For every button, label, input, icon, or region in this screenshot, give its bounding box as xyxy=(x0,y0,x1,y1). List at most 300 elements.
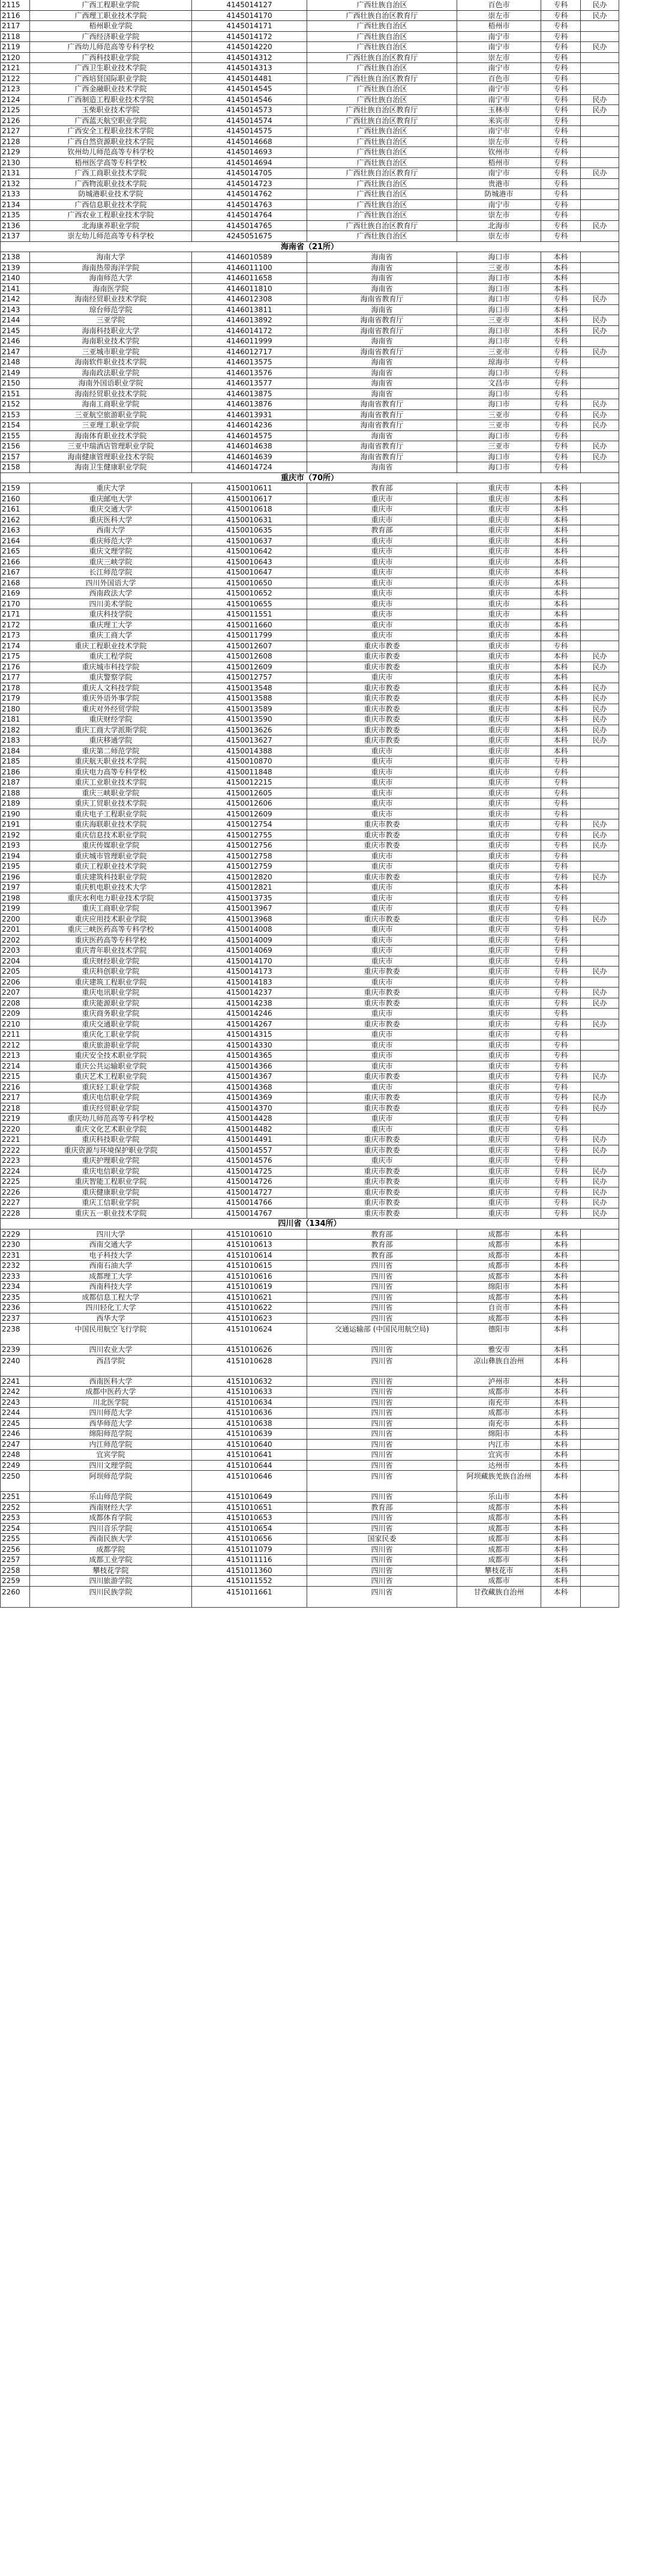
cell-row-number: 2188 xyxy=(0,788,30,799)
cell-level: 本科 xyxy=(541,1429,581,1440)
cell-level: 本科 xyxy=(541,1240,581,1250)
cell-authority: 重庆市 xyxy=(307,546,457,557)
cell-row-number: 2174 xyxy=(0,641,30,652)
cell-remark xyxy=(581,336,619,347)
cell-location: 文昌市 xyxy=(457,378,541,389)
cell-row-number: 2140 xyxy=(0,273,30,284)
cell-row-number: 2234 xyxy=(0,1282,30,1293)
cell-school-name: 重庆建筑科技职业学院 xyxy=(30,872,192,883)
cell-school-name: 海南师范大学 xyxy=(30,273,192,284)
cell-authority: 重庆市 xyxy=(307,788,457,799)
cell-school-code: 4150012758 xyxy=(192,851,307,862)
cell-level: 专科 xyxy=(541,988,581,998)
cell-school-code: 4150012820 xyxy=(192,872,307,883)
cell-row-number: 2123 xyxy=(0,84,30,95)
cell-school-code: 4151010639 xyxy=(192,1429,307,1440)
cell-level: 本科 xyxy=(541,326,581,337)
cell-school-name: 海南科技职业大学 xyxy=(30,326,192,337)
cell-school-code: 4151011360 xyxy=(192,1566,307,1576)
cell-location: 绵阳市 xyxy=(457,1429,541,1440)
cell-remark: 民办 xyxy=(581,1208,619,1219)
cell-school-name: 广西物流职业技术学院 xyxy=(30,179,192,190)
cell-row-number: 2248 xyxy=(0,1450,30,1461)
cell-authority: 重庆市 xyxy=(307,494,457,505)
cell-school-code: 4150014170 xyxy=(192,956,307,967)
cell-authority: 重庆市 xyxy=(307,1040,457,1051)
cell-authority: 海南省教育厅 xyxy=(307,410,457,421)
cell-school-name: 梧州医学高等专科学校 xyxy=(30,158,192,169)
cell-authority: 四川省 xyxy=(307,1293,457,1303)
cell-remark xyxy=(581,1503,619,1513)
cell-school-code: 4150014369 xyxy=(192,1093,307,1103)
cell-location: 重庆市 xyxy=(457,1051,541,1061)
cell-level: 本科 xyxy=(541,305,581,316)
cell-remark xyxy=(581,1261,619,1271)
cell-school-name: 四川农业大学 xyxy=(30,1345,192,1356)
cell-school-code: 4145014546 xyxy=(192,95,307,106)
cell-location: 海口市 xyxy=(457,273,541,284)
cell-school-code: 4150012606 xyxy=(192,798,307,809)
cell-level: 专科 xyxy=(541,767,581,778)
cell-school-code: 4150012605 xyxy=(192,788,307,799)
cell-school-code: 4151010633 xyxy=(192,1387,307,1398)
cell-authority: 广西壮族自治区 xyxy=(307,179,457,190)
cell-school-name: 重庆护理职业学院 xyxy=(30,1156,192,1166)
cell-level: 本科 xyxy=(541,735,581,746)
cell-row-number: 2254 xyxy=(0,1524,30,1534)
cell-school-code: 4150011848 xyxy=(192,767,307,778)
cell-location: 南宁市 xyxy=(457,63,541,74)
cell-authority: 四川省 xyxy=(307,1398,457,1408)
cell-location: 成都市 xyxy=(457,1387,541,1398)
cell-level: 专科 xyxy=(541,641,581,652)
cell-school-name: 西南民族大学 xyxy=(30,1534,192,1545)
cell-school-name: 三亚学院 xyxy=(30,315,192,326)
cell-remark xyxy=(581,21,619,32)
cell-location: 重庆市 xyxy=(457,483,541,494)
cell-school-name: 海南健康管理职业技术学院 xyxy=(30,452,192,463)
cell-level: 本科 xyxy=(541,1419,581,1429)
cell-location: 重庆市 xyxy=(457,998,541,1009)
cell-row-number: 2243 xyxy=(0,1398,30,1408)
cell-school-name: 钦州幼儿师范高等专科学校 xyxy=(30,147,192,158)
cell-school-name: 重庆科创职业学院 xyxy=(30,967,192,977)
cell-remark: 民办 xyxy=(581,714,619,725)
cell-remark xyxy=(581,116,619,127)
cell-row-number: 2209 xyxy=(0,1009,30,1019)
cell-location: 重庆市 xyxy=(457,882,541,893)
cell-location: 南宁市 xyxy=(457,126,541,137)
cell-school-code: 4150010643 xyxy=(192,557,307,568)
cell-remark: 民办 xyxy=(581,693,619,704)
cell-school-code: 4150014370 xyxy=(192,1103,307,1114)
cell-school-name: 梧州职业学院 xyxy=(30,21,192,32)
cell-level: 专科 xyxy=(541,1145,581,1156)
cell-school-name: 重庆航天职业技术学院 xyxy=(30,756,192,767)
cell-remark: 民办 xyxy=(581,662,619,673)
cell-location: 重庆市 xyxy=(457,1198,541,1208)
cell-school-code: 4146013875 xyxy=(192,389,307,400)
cell-school-code: 4146011810 xyxy=(192,284,307,295)
cell-school-code: 4150012755 xyxy=(192,830,307,841)
cell-school-code: 4146013576 xyxy=(192,368,307,379)
cell-row-number: 2189 xyxy=(0,798,30,809)
cell-authority: 重庆市教委 xyxy=(307,830,457,841)
cell-row-number: 2256 xyxy=(0,1545,30,1555)
cell-authority: 重庆市教委 xyxy=(307,819,457,830)
cell-remark xyxy=(581,189,619,200)
cell-level: 专科 xyxy=(541,441,581,452)
cell-row-number: 2202 xyxy=(0,935,30,946)
cell-authority: 重庆市 xyxy=(307,946,457,956)
cell-row-number: 2139 xyxy=(0,263,30,274)
cell-remark xyxy=(581,861,619,872)
cell-school-code: 4150011799 xyxy=(192,630,307,641)
cell-school-name: 崇左幼儿师范高等专科学校 xyxy=(30,231,192,242)
cell-authority: 重庆市教委 xyxy=(307,683,457,694)
cell-location: 海口市 xyxy=(457,305,541,316)
cell-remark xyxy=(581,1124,619,1135)
cell-school-name: 重庆轻工职业学院 xyxy=(30,1082,192,1093)
cell-level: 本科 xyxy=(541,1282,581,1293)
cell-level: 专科 xyxy=(541,53,581,64)
cell-school-name: 重庆信息技术职业学院 xyxy=(30,830,192,841)
cell-school-code: 4145014693 xyxy=(192,147,307,158)
cell-location: 三亚市 xyxy=(457,315,541,326)
cell-school-name: 广西金融职业技术学院 xyxy=(30,84,192,95)
cell-school-code: 4146013577 xyxy=(192,378,307,389)
cell-location: 重庆市 xyxy=(457,494,541,505)
cell-row-number: 2152 xyxy=(0,399,30,410)
cell-level: 专科 xyxy=(541,914,581,925)
cell-remark xyxy=(581,1555,619,1566)
cell-row-number: 2116 xyxy=(0,11,30,22)
cell-school-code: 4150014725 xyxy=(192,1166,307,1177)
cell-row-number: 2225 xyxy=(0,1177,30,1187)
cell-row-number: 2240 xyxy=(0,1356,30,1377)
cell-remark xyxy=(581,1314,619,1324)
cell-remark xyxy=(581,977,619,988)
cell-location: 南宁市 xyxy=(457,200,541,211)
cell-remark xyxy=(581,1471,619,1492)
cell-authority: 四川省 xyxy=(307,1419,457,1429)
cell-level: 本科 xyxy=(541,1440,581,1450)
cell-row-number: 2186 xyxy=(0,767,30,778)
cell-remark: 民办 xyxy=(581,872,619,883)
cell-authority: 重庆市教委 xyxy=(307,714,457,725)
cell-school-name: 重庆能源职业学院 xyxy=(30,998,192,1009)
cell-location: 重庆市 xyxy=(457,756,541,767)
cell-school-code: 4151010640 xyxy=(192,1440,307,1450)
cell-authority: 重庆市 xyxy=(307,1030,457,1040)
cell-remark: 民办 xyxy=(581,967,619,977)
cell-row-number: 2146 xyxy=(0,336,30,347)
cell-level: 专科 xyxy=(541,903,581,914)
cell-school-code: 4146013876 xyxy=(192,399,307,410)
cell-authority: 重庆市 xyxy=(307,1156,457,1166)
cell-school-name: 三亚城市职业学院 xyxy=(30,347,192,358)
cell-remark xyxy=(581,263,619,274)
cell-school-name: 三亚航空旅游职业学院 xyxy=(30,410,192,421)
cell-row-number: 2201 xyxy=(0,925,30,935)
cell-level: 专科 xyxy=(541,420,581,431)
cell-authority: 重庆市教委 xyxy=(307,1135,457,1145)
cell-school-name: 重庆对外经贸学院 xyxy=(30,704,192,715)
cell-row-number: 2237 xyxy=(0,1314,30,1324)
cell-school-code: 4150010617 xyxy=(192,494,307,505)
cell-row-number: 2238 xyxy=(0,1324,30,1345)
cell-school-name: 三亚理工职业学院 xyxy=(30,420,192,431)
cell-level: 本科 xyxy=(541,1293,581,1303)
cell-authority: 海南省 xyxy=(307,273,457,284)
cell-level: 本科 xyxy=(541,1471,581,1492)
cell-authority: 广西壮族自治区 xyxy=(307,42,457,53)
cell-remark: 民办 xyxy=(581,1093,619,1103)
cell-school-code: 4150013627 xyxy=(192,735,307,746)
cell-school-name: 成都体育学院 xyxy=(30,1513,192,1524)
cell-location: 重庆市 xyxy=(457,840,541,851)
cell-school-code: 4150013967 xyxy=(192,903,307,914)
cell-row-number: 2142 xyxy=(0,294,30,305)
cell-school-name: 海南卫生健康职业学院 xyxy=(30,462,192,473)
cell-school-name: 广西信息职业技术学院 xyxy=(30,200,192,211)
cell-row-number: 2221 xyxy=(0,1135,30,1145)
cell-authority: 广西壮族自治区 xyxy=(307,126,457,137)
cell-location: 重庆市 xyxy=(457,1103,541,1114)
cell-remark xyxy=(581,231,619,242)
cell-level: 本科 xyxy=(541,536,581,547)
cell-location: 南宁市 xyxy=(457,84,541,95)
cell-level: 专科 xyxy=(541,462,581,473)
cell-school-code: 4151010613 xyxy=(192,1240,307,1250)
cell-row-number: 2170 xyxy=(0,599,30,610)
cell-location: 重庆市 xyxy=(457,1166,541,1177)
cell-location: 重庆市 xyxy=(457,1082,541,1093)
cell-authority: 广西壮族自治区 xyxy=(307,158,457,169)
cell-school-code: 4151010622 xyxy=(192,1303,307,1314)
cell-authority: 重庆市 xyxy=(307,767,457,778)
cell-row-number: 2223 xyxy=(0,1156,30,1166)
cell-remark xyxy=(581,630,619,641)
cell-level: 专科 xyxy=(541,788,581,799)
cell-location: 琼海市 xyxy=(457,357,541,368)
cell-authority: 重庆市 xyxy=(307,903,457,914)
cell-location: 梧州市 xyxy=(457,158,541,169)
cell-location: 重庆市 xyxy=(457,536,541,547)
cell-school-name: 四川外国语大学 xyxy=(30,578,192,589)
cell-school-name: 重庆工程职业技术学院 xyxy=(30,861,192,872)
cell-authority: 重庆市教委 xyxy=(307,914,457,925)
cell-authority: 重庆市 xyxy=(307,567,457,578)
cell-school-name: 重庆经贸职业学院 xyxy=(30,1103,192,1114)
cell-school-name: 西南交通大学 xyxy=(30,1240,192,1250)
cell-school-code: 4151010626 xyxy=(192,1345,307,1356)
cell-school-code: 4145014574 xyxy=(192,116,307,127)
cell-school-code: 4150011551 xyxy=(192,609,307,620)
cell-location: 三亚市 xyxy=(457,410,541,421)
cell-level: 专科 xyxy=(541,1208,581,1219)
cell-school-code: 4150014557 xyxy=(192,1145,307,1156)
cell-school-name: 电子科技大学 xyxy=(30,1250,192,1261)
cell-school-name: 重庆旅游职业学院 xyxy=(30,1040,192,1051)
cell-location: 北海市 xyxy=(457,221,541,232)
cell-row-number: 2212 xyxy=(0,1040,30,1051)
cell-school-name: 重庆财经学院 xyxy=(30,714,192,725)
cell-remark xyxy=(581,525,619,536)
cell-row-number: 2180 xyxy=(0,704,30,715)
cell-location: 重庆市 xyxy=(457,1156,541,1166)
cell-school-code: 4146010589 xyxy=(192,252,307,263)
cell-school-name: 三亚中瑞酒店管理职业学院 xyxy=(30,441,192,452)
cell-school-code: 4151011552 xyxy=(192,1576,307,1587)
cell-level: 专科 xyxy=(541,42,581,53)
cell-authority: 教育部 xyxy=(307,483,457,494)
cell-row-number: 2179 xyxy=(0,693,30,704)
cell-remark xyxy=(581,546,619,557)
cell-remark xyxy=(581,305,619,316)
cell-authority: 重庆市 xyxy=(307,798,457,809)
cell-remark xyxy=(581,32,619,43)
cell-level: 专科 xyxy=(541,179,581,190)
cell-location: 崇左市 xyxy=(457,231,541,242)
cell-school-code: 4146014575 xyxy=(192,431,307,442)
cell-location: 攀枝花市 xyxy=(457,1566,541,1576)
cell-location: 海口市 xyxy=(457,326,541,337)
cell-authority: 重庆市教委 xyxy=(307,1072,457,1082)
cell-row-number: 2155 xyxy=(0,431,30,442)
cell-authority: 重庆市 xyxy=(307,977,457,988)
cell-school-code: 4150012608 xyxy=(192,651,307,662)
cell-location: 海口市 xyxy=(457,452,541,463)
cell-school-code: 4151010653 xyxy=(192,1513,307,1524)
cell-row-number: 2259 xyxy=(0,1576,30,1587)
cell-school-code: 4150010635 xyxy=(192,525,307,536)
cell-location: 三亚市 xyxy=(457,441,541,452)
cell-row-number: 2253 xyxy=(0,1513,30,1524)
cell-school-code: 4145014668 xyxy=(192,137,307,148)
cell-location: 重庆市 xyxy=(457,1145,541,1156)
cell-school-name: 成都工业学院 xyxy=(30,1555,192,1566)
cell-row-number: 2226 xyxy=(0,1187,30,1198)
cell-authority: 重庆市教委 xyxy=(307,988,457,998)
cell-authority: 重庆市教委 xyxy=(307,693,457,704)
cell-level: 本科 xyxy=(541,252,581,263)
cell-row-number: 2218 xyxy=(0,1103,30,1114)
cell-school-name: 防城港职业技术学院 xyxy=(30,189,192,200)
cell-school-name: 重庆海联职业技术学院 xyxy=(30,819,192,830)
cell-school-name: 海南热带海洋学院 xyxy=(30,263,192,274)
cell-remark xyxy=(581,389,619,400)
cell-row-number: 2157 xyxy=(0,452,30,463)
cell-school-code: 4146014172 xyxy=(192,326,307,337)
cell-remark xyxy=(581,462,619,473)
cell-location: 三亚市 xyxy=(457,347,541,358)
cell-level: 专科 xyxy=(541,840,581,851)
cell-row-number: 2135 xyxy=(0,210,30,221)
cell-school-code: 4150010642 xyxy=(192,546,307,557)
cell-authority: 重庆市教委 xyxy=(307,998,457,1009)
cell-authority: 重庆市 xyxy=(307,893,457,904)
cell-school-code: 4146013931 xyxy=(192,410,307,421)
cell-remark xyxy=(581,1408,619,1419)
cell-location: 内江市 xyxy=(457,1440,541,1450)
cell-remark: 民办 xyxy=(581,399,619,410)
cell-level: 本科 xyxy=(541,746,581,757)
cell-remark xyxy=(581,1040,619,1051)
cell-school-code: 4150010631 xyxy=(192,515,307,526)
cell-level: 本科 xyxy=(541,1576,581,1587)
cell-level: 本科 xyxy=(541,284,581,295)
cell-level: 本科 xyxy=(541,672,581,683)
cell-authority: 重庆市教委 xyxy=(307,1166,457,1177)
cell-school-name: 西南大学 xyxy=(30,525,192,536)
cell-school-name: 重庆安全技术职业学院 xyxy=(30,1051,192,1061)
cell-level: 专科 xyxy=(541,1030,581,1040)
cell-level: 本科 xyxy=(541,504,581,515)
cell-remark: 民办 xyxy=(581,840,619,851)
cell-authority: 重庆市教委 xyxy=(307,641,457,652)
cell-remark xyxy=(581,1461,619,1471)
cell-remark xyxy=(581,809,619,820)
cell-authority: 重庆市 xyxy=(307,1051,457,1061)
cell-level: 专科 xyxy=(541,967,581,977)
cell-school-name: 四川师范大学 xyxy=(30,1408,192,1419)
cell-authority: 广西壮族自治区 xyxy=(307,32,457,43)
cell-remark xyxy=(581,1114,619,1124)
cell-authority: 重庆市 xyxy=(307,851,457,862)
cell-remark xyxy=(581,641,619,652)
cell-school-name: 重庆智能工程职业学院 xyxy=(30,1177,192,1187)
cell-authority: 四川省 xyxy=(307,1461,457,1471)
cell-remark xyxy=(581,1156,619,1166)
cell-remark xyxy=(581,1271,619,1282)
cell-school-code: 4151010632 xyxy=(192,1377,307,1387)
cell-location: 来宾市 xyxy=(457,116,541,127)
cell-remark xyxy=(581,1303,619,1314)
cell-location: 成都市 xyxy=(457,1524,541,1534)
cell-school-code: 4150014428 xyxy=(192,1114,307,1124)
cell-school-name: 重庆建筑工程职业学院 xyxy=(30,977,192,988)
cell-school-name: 重庆财经职业学院 xyxy=(30,956,192,967)
cell-authority: 重庆市教委 xyxy=(307,1187,457,1198)
cell-school-code: 4150012821 xyxy=(192,882,307,893)
cell-remark: 民办 xyxy=(581,1198,619,1208)
cell-remark: 民办 xyxy=(581,315,619,326)
province-section-rows xyxy=(0,1229,648,1608)
cell-authority: 广西壮族自治区 xyxy=(307,189,457,200)
cell-remark: 民办 xyxy=(581,1135,619,1145)
cell-row-number: 2236 xyxy=(0,1303,30,1314)
cell-level: 本科 xyxy=(541,1229,581,1240)
cell-school-code: 4146014724 xyxy=(192,462,307,473)
cell-remark: 民办 xyxy=(581,998,619,1009)
cell-level: 专科 xyxy=(541,378,581,389)
cell-remark xyxy=(581,1576,619,1587)
cell-level: 本科 xyxy=(541,1450,581,1461)
cell-row-number: 2191 xyxy=(0,819,30,830)
cell-level: 专科 xyxy=(541,1019,581,1030)
cell-authority: 重庆市教委 xyxy=(307,1177,457,1187)
cell-row-number: 2181 xyxy=(0,714,30,725)
cell-school-name: 广西经济职业学院 xyxy=(30,32,192,43)
cell-authority: 四川省 xyxy=(307,1314,457,1324)
cell-row-number: 2138 xyxy=(0,252,30,263)
cell-row-number: 2187 xyxy=(0,777,30,788)
cell-location: 重庆市 xyxy=(457,872,541,883)
cell-location: 重庆市 xyxy=(457,988,541,998)
cell-authority: 海南省 xyxy=(307,389,457,400)
cell-school-name: 四川民族学院 xyxy=(30,1587,192,1608)
